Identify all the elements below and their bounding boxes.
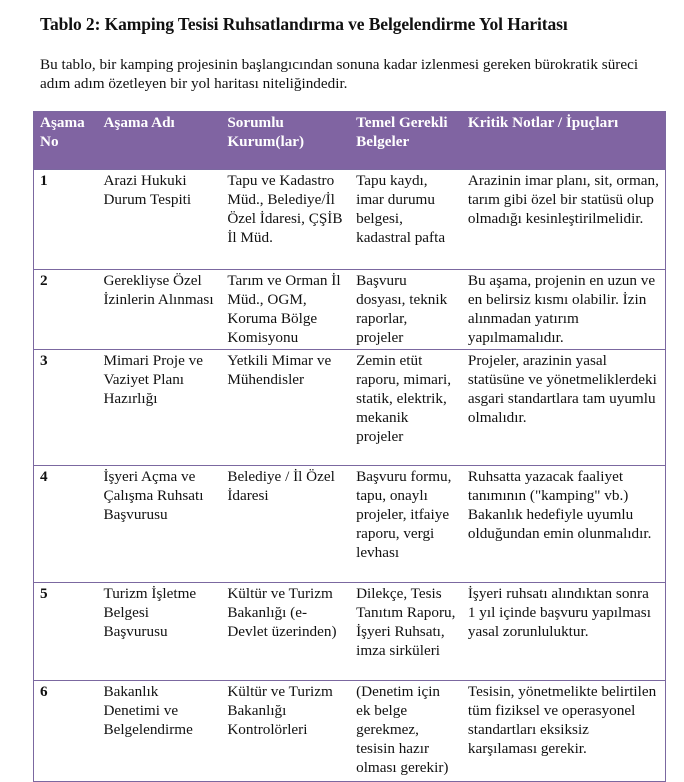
table-row: [34, 170, 666, 270]
stage-no-cell: 3: [34, 350, 98, 466]
stage-no-cell: 4: [34, 466, 98, 583]
stage-name-cell: Turizm İşletme Belgesi Başvurusu: [97, 583, 221, 681]
table-row: [34, 583, 666, 681]
authority-cell: Kültür ve Turizm Bakanlığı (e-Devlet üzerinden): [221, 583, 350, 681]
table-row: [34, 350, 666, 466]
header-notes: Kritik Notlar / İpuçları: [462, 112, 666, 170]
notes-cell: Bu aşama, projenin en uzun ve en belirsiz kısmı olabilir. İzin alınmadan yatırım yapılmamalıdır.: [462, 270, 666, 350]
header-stage-no: Aşama No: [34, 112, 98, 170]
documents-cell: Tapu kaydı, imar durumu belgesi, kadastral pafta: [350, 170, 462, 270]
authority-cell: Kültür ve Turizm Bakanlığı Kontrolörleri: [221, 681, 350, 782]
header-authority: Sorumlu Kurum(lar): [221, 112, 350, 170]
header-documents: Temel Gerekli Belgeler: [350, 112, 462, 170]
header-row: [34, 112, 666, 170]
roadmap-table: [33, 111, 666, 782]
stage-no-cell: 1: [34, 170, 98, 270]
authority-cell: Yetkili Mimar ve Mühendisler: [221, 350, 350, 466]
notes-cell: Ruhsatta yazacak faaliyet tanımının ("kamping" vb.) Bakanlık hedefiyle uyumlu olduğundan emin olunmalıdır.: [462, 466, 666, 583]
documents-cell: (Denetim için ek belge gerekmez, tesisin hazır olması gerekir): [350, 681, 462, 782]
stage-name-cell: İşyeri Açma ve Çalışma Ruhsatı Başvurusu: [97, 466, 221, 583]
intro-paragraph: Bu tablo, bir kamping projesinin başlangıcından sonuna kadar izlenmesi gereken bürokratik süreci adım adım özetleyen bir yol haritası niteliğindedir.: [40, 56, 639, 92]
documents-cell: Başvuru formu, tapu, onaylı projeler, itfaiye raporu, vergi levhası: [350, 466, 462, 583]
documents-cell: Dilekçe, Tesis Tanıtım Raporu, İşyeri Ruhsatı, imza sirküleri: [350, 583, 462, 681]
stage-name-cell: Gerekliyse Özel İzinlerin Alınması: [97, 270, 221, 350]
stage-no-cell: 5: [34, 583, 98, 681]
table-body: [34, 170, 666, 782]
documents-cell: Zemin etüt raporu, mimari, statik, elektrik, mekanik projeler: [350, 350, 462, 466]
notes-cell: Arazinin imar planı, sit, orman, tarım gibi özel bir statüsü olup olmadığı kesinleştirilmelidir.: [462, 170, 666, 270]
documents-cell: Başvuru dosyası, teknik raporlar, projeler: [350, 270, 462, 350]
stage-name-cell: Arazi Hukuki Durum Tespiti: [97, 170, 221, 270]
authority-cell: Tapu ve Kadastro Müd., Belediye/İl Özel İdaresi, ÇŞİB İl Müd.: [221, 170, 350, 270]
stage-no-cell: 6: [34, 681, 98, 782]
stage-no-cell: 2: [34, 270, 98, 350]
notes-cell: Tesisin, yönetmelikte belirtilen tüm fiziksel ve operasyonel standartları eksiksiz karşılaması gerekir.: [462, 681, 666, 782]
table-row: [34, 466, 666, 583]
table-header: [34, 112, 666, 170]
header-stage-name: Aşama Adı: [97, 112, 221, 170]
stage-name-cell: Bakanlık Denetimi ve Belgelendirme: [97, 681, 221, 782]
notes-cell: İşyeri ruhsatı alındıktan sonra 1 yıl içinde başvuru yapılması yasal zorunluluktur.: [462, 583, 666, 681]
authority-cell: Belediye / İl Özel İdaresi: [221, 466, 350, 583]
table-row: [34, 681, 666, 782]
stage-name-cell: Mimari Proje ve Vaziyet Planı Hazırlığı: [97, 350, 221, 466]
notes-cell: Projeler, arazinin yasal statüsüne ve yönetmeliklerdeki asgari standartlara tam uyumlu olmalıdır.: [462, 350, 666, 466]
authority-cell: Tarım ve Orman İl Müd., OGM, Koruma Bölge Komisyonu: [221, 270, 350, 350]
table-row: [34, 270, 666, 350]
document-title: Tablo 2: Kamping Tesisi Ruhsatlandırma ve Belgelendirme Yol Haritası: [40, 14, 568, 34]
